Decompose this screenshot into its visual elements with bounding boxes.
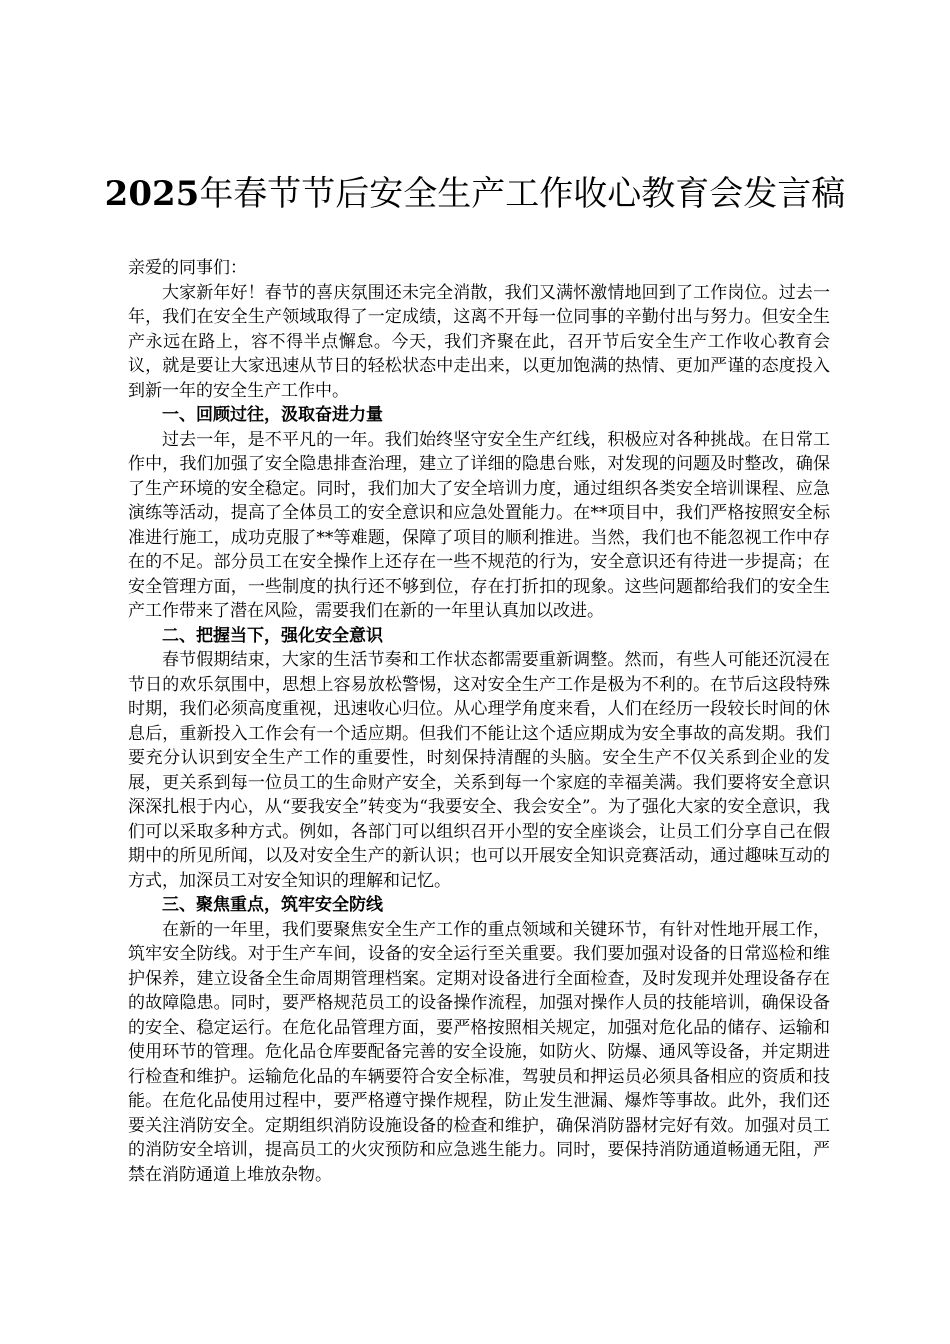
title-text: 年春节节后安全生产工作收心教育会发言稿: [199, 174, 846, 214]
section-paragraph-3: 在新的一年里，我们要聚焦安全生产工作的重点领域和关键环节，有针对性地开展工作，筑牢安全防线。对于生产车间，设备的安全运行至关重要。我们要加强对设备的日常巡检和维护保养，建立设备全生命周期管理档案。定期对设备进行全面检查，及时发现并处理设备存在的故障隐患。同时，要严格规范员工的设备操作流程，加强对操作人员的技能培训，确保设备的安全、稳定运行。在危化品管理方面，要严格按照相关规定，加强对危化品的储存、运输和使用环节的管理。危化品仓库要配备完善的安全设施，如防火、防爆、通风等设备，并定期进行检查和维护。运输危化品的车辆要符合安全标准，驾驶员和押运员必须具备相应的资质和技能。在危化品使用过程中，要严格遵守操作规程，防止发生泄漏、爆炸等事故。此外，我们还要关注消防安全。定期组织消防设施设备的检查和维护，确保消防器材完好有效。加强对员工的消防安全培训，提高员工的火灾预防和应急逃生能力。同时，要保持消防通道畅通无阻，严禁在消防通道上堆放杂物。: [128, 919, 830, 1185]
section-paragraph-1: 过去一年，是不平凡的一年。我们始终坚守安全生产红线，积极应对各种挑战。在日常工作中，我们加强了安全隐患排查治理，建立了详细的隐患台账，对发现的问题及时整改，确保了生产环境的安全稳定。同时，我们加大了安全培训力度，通过组织各类安全培训课程、应急演练等活动，提高了全体员工的安全意识和应急处置能力。在**项目中，我们严格按照安全标准进行施工，成功克服了**等难题，保障了项目的顺利推进。当然，我们也不能忽视工作中存在的不足。部分员工在安全操作上还存在一些不规范的行为，安全意识还有待进一步提高；在安全管理方面，一些制度的执行还不够到位，存在打折扣的现象。这些问题都给我们的安全生产工作带来了潜在风险，需要我们在新的一年里认真加以改进。: [128, 429, 830, 621]
page-title: [100, 170, 850, 218]
section-heading-1: 一、回顾过往，汲取奋进力量: [162, 405, 383, 425]
section-heading-3: 三、聚焦重点，筑牢安全防线: [162, 895, 383, 915]
salutation: 亲爱的同事们：: [128, 258, 247, 278]
section-heading-2: 二、把握当下，强化安全意识: [162, 625, 383, 646]
section-paragraph-2: 春节假期结束，大家的生活节奏和工作状态都需要重新调整。然而，有些人可能还沉浸在节日的欢乐氛围中，思想上容易放松警惕，这对安全生产工作是极为不利的。在节后这段特殊时期，我们必须高度重视，迅速收心归位。从心理学角度来看，人们在经历一段较长时间的休息后，重新投入工作会有一个适应期。但我们不能让这个适应期成为安全事故的高发期。我们要充分认识到安全生产工作的重要性，时刻保持清醒的头脑。安全生产不仅关系到企业的发展，更关系到每一位员工的生命财产安全，关系到每一个家庭的幸福美满。我们要将安全意识深深扎根于内心，从“要我安全”转变为“我要安全、我会安全”。为了强化大家的安全意识，我们可以采取多种方式。例如，各部门可以组织召开小型的安全座谈会，让员工们分享自己在假期中的所见所闻，以及对安全生产的新认识；也可以开展安全知识竞赛活动，通过趣味互动的方式，加深员工对安全知识的理解和记忆。: [128, 650, 830, 891]
title-year: 2025: [104, 174, 200, 214]
document-body: [128, 256, 830, 1187]
intro-paragraph: 大家新年好！春节的喜庆氛围还未完全消散，我们又满怀激情地回到了工作岗位。过去一年，我们在安全生产领域取得了一定成绩，这离不开每一位同事的辛勤付出与努力。但安全生产永远在路上，容不得半点懈怠。今天，我们齐聚在此，召开节后安全生产工作收心教育会议，就是要让大家迅速从节日的轻松状态中走出来，以更加饱满的热情、更加严谨的态度投入到新一年的安全生产工作中。: [128, 282, 830, 401]
